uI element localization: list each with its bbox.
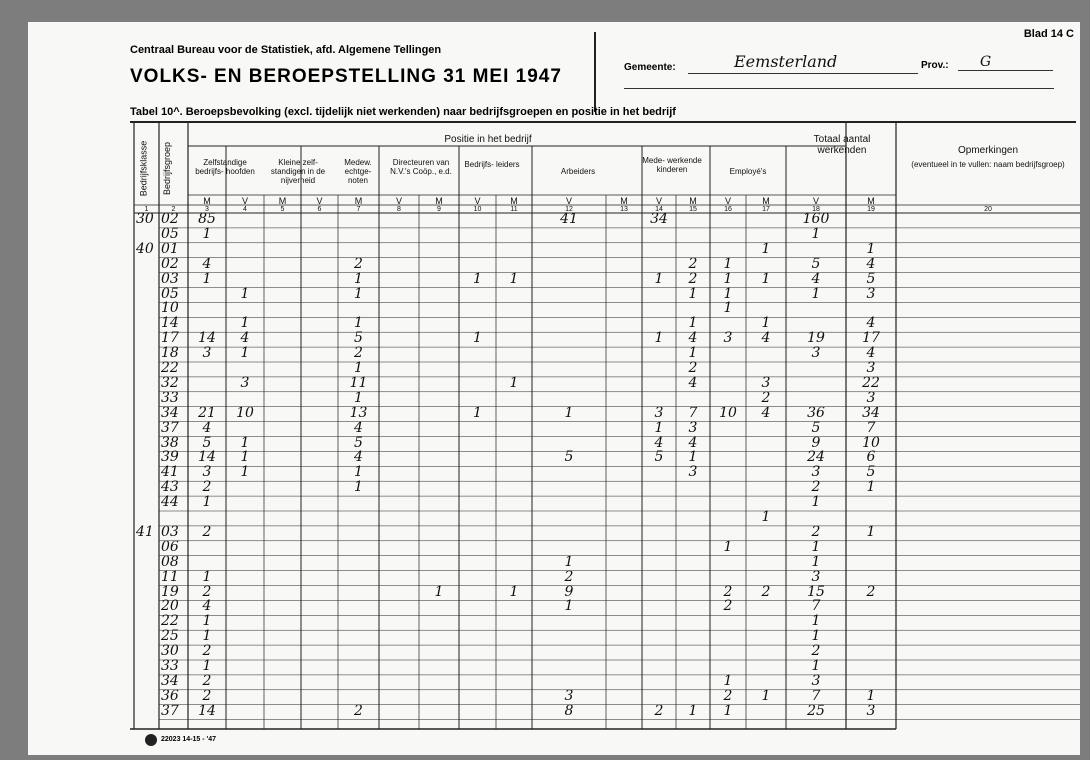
cell-value: 14 <box>198 702 216 719</box>
cell-value: 2 <box>688 270 698 287</box>
cell-value: 2 <box>688 255 698 272</box>
cell-value: 24 <box>807 449 825 466</box>
bedrijfsgroep-value: 38 <box>161 434 179 451</box>
col-number: 3 <box>205 206 209 213</box>
bedrijfsgroep-value: 33 <box>161 658 179 674</box>
cell-value: 1 <box>761 270 771 287</box>
table-title: Tabel 10^. Beroepsbevolking (excl. tijdelijk niet werkenden) naar bedrijfsgroepen en positie in het bedrijf <box>130 106 676 118</box>
cell-value: 1 <box>202 494 212 511</box>
print-code: 22023 14-15 - '47 <box>161 736 216 743</box>
cell-value: 21 <box>198 404 216 421</box>
bedrijfsklasse-value: 30 <box>136 211 154 227</box>
bedrijfsgroep-value: 22 <box>161 360 179 376</box>
cell-value: 1 <box>240 285 250 302</box>
cell-value: 2 <box>761 389 771 406</box>
hdr-zelfstandige: Zelfstandige bedrijfs- hoofden <box>195 158 255 176</box>
cell-value: 34 <box>862 404 880 421</box>
cell-value: 1 <box>202 225 212 242</box>
blad-number: Blad 14 C <box>1023 28 1074 40</box>
cell-value: 1 <box>509 270 519 287</box>
cell-value: 4 <box>354 449 363 466</box>
cell-value: 3 <box>723 330 733 347</box>
cell-value: 6 <box>866 449 876 466</box>
cell-value: 1 <box>723 300 733 317</box>
cell-value: 1 <box>473 270 482 287</box>
cell-value: 5 <box>654 449 664 466</box>
cell-value: 1 <box>354 270 363 287</box>
table-grid <box>28 22 1080 755</box>
cell-value: 4 <box>654 434 664 451</box>
mv-label: V <box>316 196 323 206</box>
cell-value: 1 <box>866 479 876 496</box>
cell-value: 2 <box>654 702 664 719</box>
cell-value: 3 <box>202 464 212 481</box>
bedrijfsgroep-label: Bedrijfsgroep <box>162 141 173 196</box>
col-number: 12 <box>565 206 573 213</box>
cell-value: 14 <box>198 449 216 466</box>
cell-value: 1 <box>866 240 876 257</box>
cell-value: 34 <box>650 211 668 227</box>
prov-label: Prov.: <box>921 60 949 71</box>
cell-value: 1 <box>202 568 212 585</box>
bedrijfsgroep-value: 01 <box>161 240 179 257</box>
mv-label: M <box>620 196 628 206</box>
bedrijfsgroep-value: 03 <box>161 523 179 540</box>
cell-value: 3 <box>654 404 664 421</box>
cell-value: 13 <box>349 404 368 421</box>
bedrijfsgroep-value: 02 <box>161 211 179 227</box>
bedrijfsgroep-value: 33 <box>161 389 179 406</box>
cell-value: 36 <box>807 404 825 421</box>
bedrijfsgroep-value: 22 <box>161 613 179 630</box>
bedrijfsgroep-value: 30 <box>161 643 179 660</box>
cell-value: 25 <box>807 702 825 719</box>
cell-value: 1 <box>723 672 733 689</box>
cell-value: 1 <box>811 494 821 511</box>
cell-value: 1 <box>723 285 733 302</box>
cell-value: 41 <box>560 211 578 227</box>
hdr-directeuren: Directeuren van N.V.'s Coöp., e.d. <box>390 158 452 176</box>
bedrijfsgroep-value: 41 <box>161 464 179 481</box>
col-number: 2 <box>171 206 176 213</box>
mv-label: V <box>395 196 402 206</box>
cell-value: 1 <box>654 330 664 347</box>
col-number: 14 <box>655 206 663 213</box>
cell-value: 4 <box>866 255 876 272</box>
cell-value: 5 <box>811 255 821 272</box>
cell-value: 4 <box>866 345 876 362</box>
cell-value: 3 <box>811 672 821 689</box>
cell-value: 9 <box>811 434 821 451</box>
bureau-name: Centraal Bureau voor de Statistiek, afd. Algemene Tellingen <box>130 44 442 56</box>
cell-value: 1 <box>761 509 771 525</box>
cell-value: 1 <box>654 270 664 287</box>
cell-value: 160 <box>802 211 830 227</box>
cell-value: 3 <box>811 568 821 585</box>
cell-value: 19 <box>807 330 825 347</box>
cell-value: 2 <box>688 360 698 376</box>
bedrijfsklasse-value: 40 <box>136 240 154 257</box>
cell-value: 1 <box>811 285 821 302</box>
cell-value: 1 <box>688 285 698 302</box>
cell-value: 1 <box>723 255 733 272</box>
cell-value: 1 <box>240 315 250 332</box>
cell-value: 1 <box>240 345 250 362</box>
cell-value: 1 <box>354 479 363 496</box>
mv-label: M <box>762 196 770 206</box>
hdr-employes: Employé's <box>729 167 767 176</box>
cell-value: 4 <box>761 330 771 347</box>
cell-value: 4 <box>202 598 212 615</box>
cell-value: 1 <box>811 613 821 630</box>
cell-value: 4 <box>811 270 821 287</box>
cell-value: 1 <box>811 658 821 674</box>
cell-value: 1 <box>202 628 212 645</box>
census-sheet <box>28 22 1080 755</box>
cell-value: 4 <box>761 404 771 421</box>
cell-value: 1 <box>811 628 821 645</box>
hdr-opmerkingen: Opmerkingen <box>957 145 1019 156</box>
gemeente-label: Gemeente: <box>624 62 676 73</box>
cell-value: 1 <box>434 583 444 600</box>
cell-value: 1 <box>688 702 698 719</box>
cell-value: 2 <box>202 479 212 496</box>
hdr-leiders: Bedrijfs- leiders <box>464 160 520 169</box>
cell-value: 3 <box>240 374 250 391</box>
col-number: 7 <box>356 206 361 213</box>
cell-value: 1 <box>202 658 212 674</box>
page-title: VOLKS- EN BEROEPSTELLING 31 MEI 1947 <box>130 66 562 87</box>
mv-label: V <box>655 196 662 206</box>
bedrijfsgroep-value: 34 <box>161 404 179 421</box>
cell-value: 1 <box>354 360 363 376</box>
mv-label: M <box>689 196 697 206</box>
cell-value: 10 <box>236 404 254 421</box>
cell-value: 1 <box>688 315 698 332</box>
bedrijfsgroep-value: 20 <box>161 598 179 615</box>
bedrijfsgroep-value: 05 <box>161 225 179 242</box>
cell-value: 5 <box>564 449 574 466</box>
cell-value: 1 <box>866 687 876 704</box>
bedrijfsgroep-value: 14 <box>161 315 179 332</box>
bedrijfsgroep-value: 19 <box>161 583 179 600</box>
cell-value: 1 <box>240 464 250 481</box>
cell-value: 3 <box>688 419 698 436</box>
hdr-arbeiders: Arbeiders <box>560 167 596 176</box>
cell-value: 1 <box>240 449 250 466</box>
cell-value: 2 <box>564 568 574 585</box>
printer-logo <box>145 734 157 746</box>
cell-value: 1 <box>811 225 821 242</box>
cell-value: 1 <box>202 613 212 630</box>
cell-value: 3 <box>866 285 876 302</box>
cell-value: 4 <box>688 434 698 451</box>
col-number: 1 <box>144 206 149 213</box>
prov-value: G <box>980 54 992 70</box>
bedrijfsgroep-value: 32 <box>161 374 179 391</box>
cell-value: 10 <box>719 404 737 421</box>
cell-value: 3 <box>866 702 876 719</box>
cell-value: 2 <box>202 672 212 689</box>
cell-value: 3 <box>811 464 821 481</box>
mv-label: V <box>724 196 731 206</box>
cell-value: 2 <box>354 702 363 719</box>
mv-label: M <box>435 196 443 206</box>
cell-value: 1 <box>761 315 771 332</box>
cell-value: 1 <box>811 553 821 570</box>
cell-value: 7 <box>688 404 698 421</box>
col-number: 8 <box>397 206 401 213</box>
bedrijfsgroep-value: 03 <box>161 270 179 287</box>
cell-value: 1 <box>240 434 250 451</box>
cell-value: 1 <box>688 449 698 466</box>
cell-value: 1 <box>654 419 664 436</box>
cell-value: 10 <box>862 434 880 451</box>
cell-value: 5 <box>354 434 363 451</box>
cell-value: 3 <box>688 464 698 481</box>
col-number: 16 <box>724 206 732 213</box>
col-number: 20 <box>984 206 992 213</box>
cell-value: 2 <box>202 523 212 540</box>
cell-value: 3 <box>761 374 771 391</box>
col-number: 18 <box>812 206 820 213</box>
cell-value: 1 <box>723 702 733 719</box>
cell-value: 2 <box>811 523 821 540</box>
cell-value: 4 <box>202 419 212 436</box>
cell-value: 1 <box>866 523 876 540</box>
cell-value: 1 <box>509 374 519 391</box>
cell-value: 1 <box>723 270 733 287</box>
mv-label: M <box>354 196 363 206</box>
mv-label: M <box>278 196 287 206</box>
bedrijfsgroep-value: 25 <box>161 628 179 645</box>
cell-value: 5 <box>811 419 821 436</box>
bedrijfsgroep-value: 37 <box>161 702 179 719</box>
cell-value: 9 <box>564 583 574 600</box>
cell-value: 1 <box>688 345 698 362</box>
cell-value: 1 <box>354 315 363 332</box>
cell-value: 1 <box>354 464 363 481</box>
cell-value: 1 <box>761 240 771 257</box>
bedrijfsgroep-value: 18 <box>161 345 179 362</box>
bedrijfsgroep-value: 37 <box>161 419 179 436</box>
hdr-medew: Medew. echtge- noten <box>344 158 372 185</box>
cell-value: 5 <box>354 330 363 347</box>
cell-value: 7 <box>811 598 821 615</box>
bedrijfsgroep-value: 34 <box>161 672 179 689</box>
cell-value: 2 <box>723 687 733 704</box>
cell-value: 1 <box>354 389 363 406</box>
bedrijfsgroep-value: 02 <box>161 255 179 272</box>
col-number: 13 <box>620 206 628 213</box>
col-number: 9 <box>437 206 441 213</box>
cell-value: 17 <box>862 330 880 347</box>
col-number: 17 <box>762 206 770 213</box>
positie-header: Positie in het bedrijf <box>444 134 532 145</box>
hdr-totaal: Totaal aantal werkenden <box>813 134 871 156</box>
bedrijfsgroep-value: 10 <box>161 300 179 317</box>
cell-value: 1 <box>761 687 771 704</box>
cell-value: 4 <box>202 255 212 272</box>
cell-value: 5 <box>866 464 876 481</box>
cell-value: 4 <box>240 330 250 347</box>
cell-value: 1 <box>564 598 574 615</box>
cell-value: 2 <box>811 479 821 496</box>
cell-value: 22 <box>862 374 880 391</box>
bedrijfsklasse-label: Bedrijfsklasse <box>138 140 149 197</box>
cell-value: 14 <box>198 330 216 347</box>
bedrijfsgroep-value: 39 <box>161 449 179 466</box>
mv-label: M <box>203 196 211 206</box>
bedrijfsgroep-value: 44 <box>161 494 179 511</box>
hdr-opmerkingen-sub: (eventueel in te vullen: naam bedrijfsgroep) <box>911 160 1065 169</box>
cell-value: 2 <box>202 583 212 600</box>
cell-value: 1 <box>564 404 574 421</box>
cell-value: 2 <box>723 598 733 615</box>
cell-value: 4 <box>688 330 698 347</box>
hdr-kleine: Kleine zelf- standigen in de nijverheid <box>270 158 326 185</box>
bedrijfsgroep-value: 06 <box>161 538 179 555</box>
col-bedrijfsgroep <box>159 134 181 206</box>
cell-value: 2 <box>354 255 363 272</box>
cell-value: 5 <box>202 434 212 451</box>
col-number: 6 <box>317 206 322 213</box>
gemeente-value: Eemsterland <box>734 52 838 71</box>
col-number: 4 <box>243 206 247 213</box>
cell-value: 2 <box>354 345 363 362</box>
col-number: 5 <box>280 206 285 213</box>
cell-value: 3 <box>811 345 821 362</box>
bedrijfsgroep-value: 08 <box>161 553 179 570</box>
col-number: 11 <box>510 206 518 213</box>
cell-value: 2 <box>811 643 821 660</box>
bedrijfsgroep-value: 05 <box>161 285 179 302</box>
cell-value: 1 <box>202 270 212 287</box>
cell-value: 7 <box>811 687 821 704</box>
mv-label: M <box>510 196 518 206</box>
cell-value: 2 <box>866 583 876 600</box>
cell-value: 1 <box>811 538 821 555</box>
cell-value: 8 <box>564 702 574 719</box>
cell-value: 1 <box>354 285 363 302</box>
bedrijfsgroep-value: 43 <box>161 479 179 496</box>
cell-value: 4 <box>354 419 363 436</box>
cell-value: 15 <box>807 583 825 600</box>
cell-value: 1 <box>723 538 733 555</box>
cell-value: 3 <box>564 687 574 704</box>
cell-value: 2 <box>202 643 212 660</box>
bedrijfsgroep-value: 17 <box>161 330 179 347</box>
cell-value: 1 <box>509 583 519 600</box>
cell-value: 3 <box>866 360 876 376</box>
mv-label: V <box>812 196 819 206</box>
cell-value: 2 <box>723 583 733 600</box>
mv-label: V <box>565 196 572 206</box>
bedrijfsgroep-value: 36 <box>161 687 179 704</box>
cell-value: 4 <box>688 374 698 391</box>
cell-value: 11 <box>349 374 368 391</box>
col-number: 10 <box>473 206 482 213</box>
cell-value: 1 <box>473 404 482 421</box>
cell-value: 85 <box>198 211 216 227</box>
cell-value: 1 <box>564 553 574 570</box>
col-number: 15 <box>689 206 697 213</box>
mv-label: V <box>474 196 481 206</box>
mv-label: V <box>241 196 248 206</box>
bedrijfsklasse-value: 41 <box>136 523 154 540</box>
bedrijfsgroep-value: 11 <box>161 568 179 585</box>
cell-value: 2 <box>761 583 771 600</box>
hdr-mede: Mede- werkende kinderen <box>642 156 702 174</box>
cell-value: 7 <box>866 419 876 436</box>
cell-value: 1 <box>473 330 482 347</box>
col-number: 19 <box>867 206 875 213</box>
col-bedrijfsklasse <box>134 134 156 206</box>
mv-label: M <box>867 196 875 206</box>
cell-value: 3 <box>202 345 212 362</box>
cell-value: 4 <box>866 315 876 332</box>
cell-value: 3 <box>866 389 876 406</box>
cell-value: 2 <box>202 687 212 704</box>
cell-value: 5 <box>866 270 876 287</box>
